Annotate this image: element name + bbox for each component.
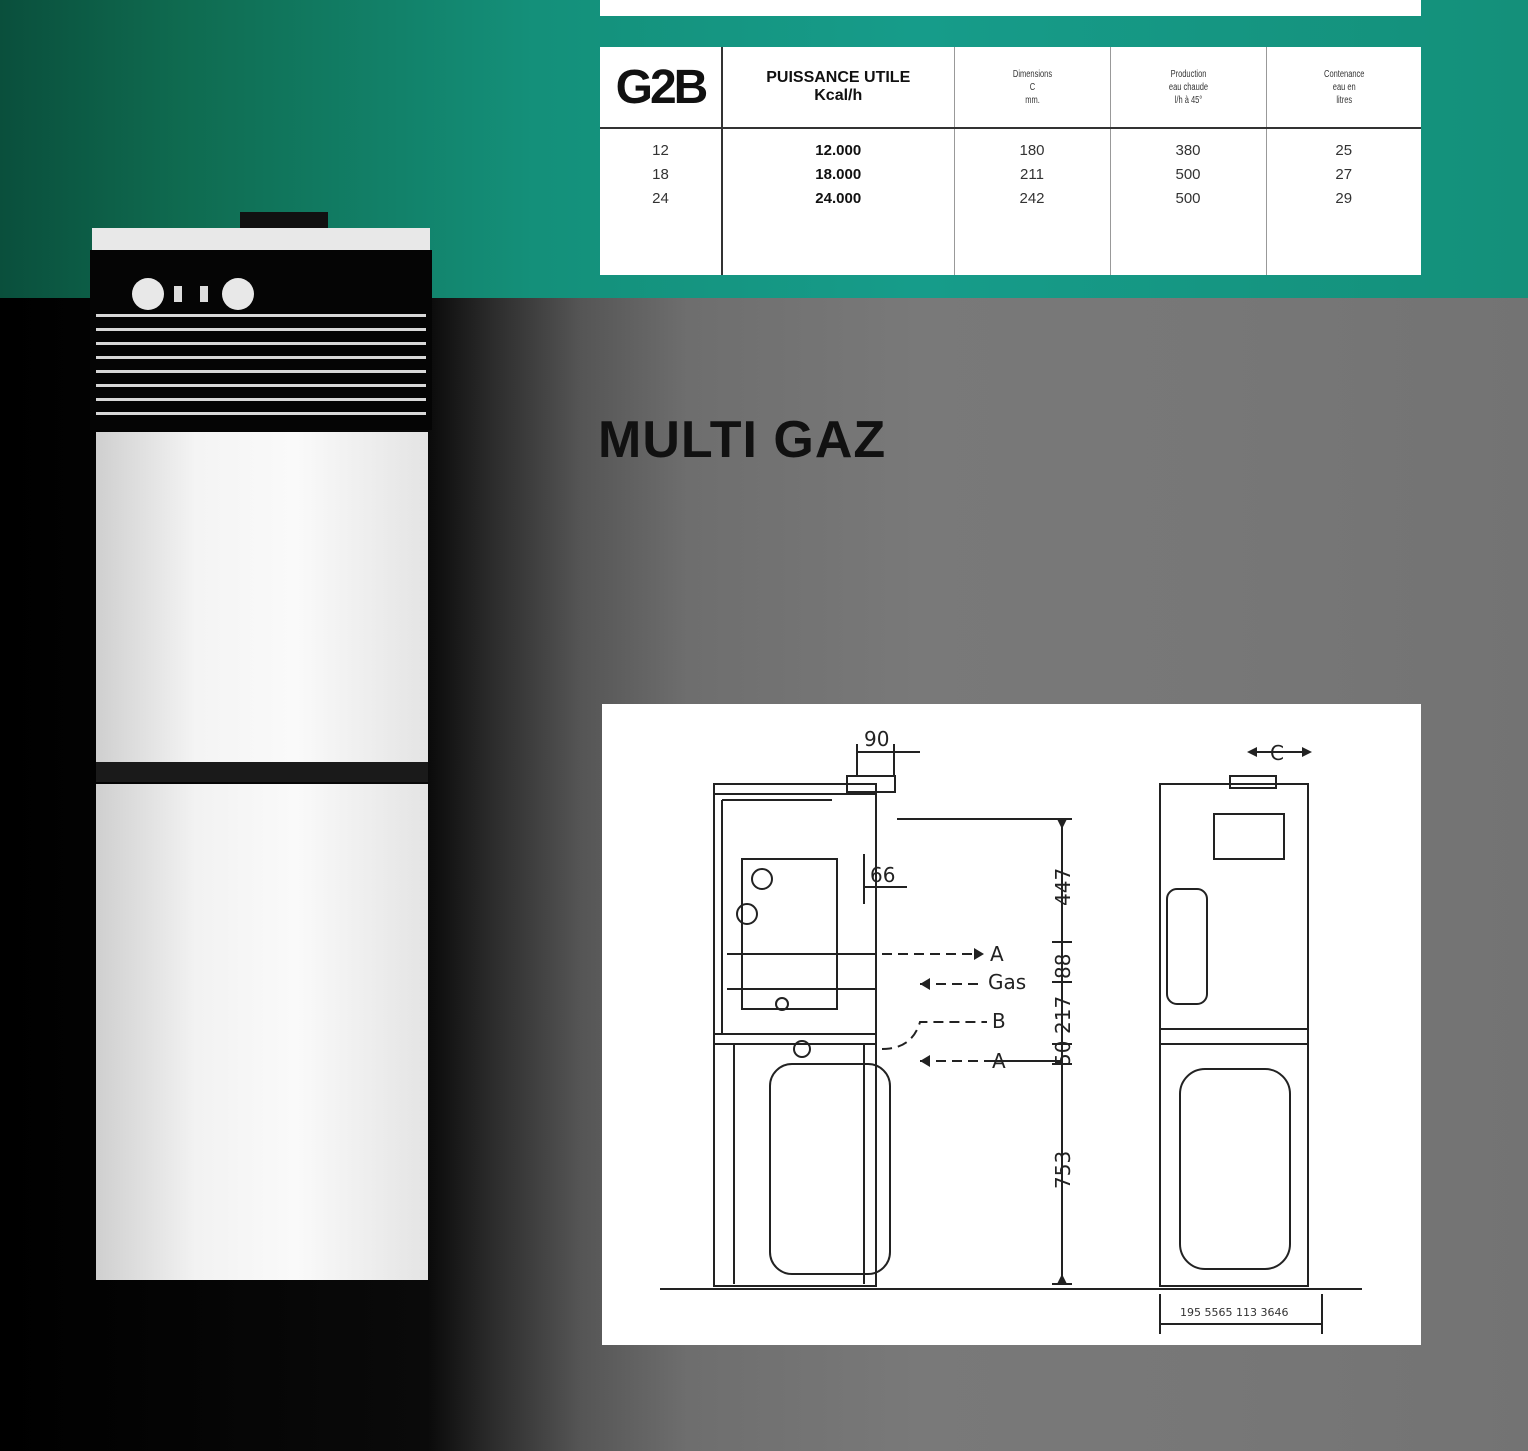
control-knob	[132, 278, 164, 310]
boiler-upper-door	[96, 432, 428, 762]
connection-label-gas: Gas	[988, 970, 1027, 994]
model-name: G2B	[615, 60, 706, 114]
table-cell: 29	[1335, 190, 1353, 207]
table-cell: 12.000	[815, 142, 862, 159]
production-header-line1: Production	[1170, 68, 1206, 80]
louver	[96, 412, 426, 415]
boiler-photo	[90, 210, 432, 1290]
louver	[96, 356, 426, 359]
dimensions-header-line1: Dimensions	[1012, 68, 1052, 80]
top-white-strip	[600, 0, 1421, 16]
dimensions-header-line2: C	[1029, 81, 1035, 93]
control-switch	[200, 286, 208, 302]
page-title: MULTI GAZ	[598, 411, 887, 469]
louver	[96, 314, 426, 317]
table-cell: 380	[1175, 142, 1201, 159]
table-cell: 211	[1020, 166, 1044, 183]
boiler-flue-cap	[240, 212, 328, 228]
table-cell: 242	[1019, 190, 1045, 207]
model-header	[600, 47, 722, 128]
power-header-line1: PUISSANCE UTILE	[766, 69, 911, 86]
table-cell: 24.000	[815, 190, 862, 207]
dimensions-header	[954, 47, 1110, 128]
power-column	[722, 128, 954, 275]
boiler-door-separator	[96, 762, 428, 782]
dim-offset: 66	[870, 863, 896, 887]
table-cell: 27	[1335, 166, 1353, 183]
contenance-column	[1266, 128, 1421, 275]
connection-label-b: B	[992, 1009, 1006, 1033]
spec-table-card	[600, 47, 1421, 275]
dim-top-width: 90	[864, 727, 890, 751]
drawing-svg	[602, 704, 1421, 1345]
control-switch	[174, 286, 182, 302]
dim-bottom: 195 5565 113 3646	[1180, 1306, 1289, 1319]
connection-label-a: A	[990, 942, 1004, 966]
table-cell: 18	[652, 166, 669, 183]
louver	[96, 342, 426, 345]
table-cell: 25	[1335, 142, 1353, 159]
louver	[96, 370, 426, 373]
control-knob	[222, 278, 254, 310]
table-cell: 500	[1175, 190, 1201, 207]
contenance-header	[1266, 47, 1421, 128]
louver	[96, 328, 426, 331]
model-column	[600, 128, 722, 275]
power-header-line2: Kcal/h	[814, 87, 863, 104]
louver	[96, 398, 426, 401]
table-cell: 180	[1019, 142, 1045, 159]
technical-drawing	[602, 704, 1421, 1345]
boiler-top-trim	[92, 228, 430, 250]
dimension-column	[954, 128, 1110, 275]
dim-height-88: 88	[1051, 953, 1075, 979]
spec-table	[600, 47, 1421, 275]
dim-height-447: 447	[1051, 867, 1075, 906]
contenance-header-line1: Contenance	[1323, 68, 1364, 80]
table-cell: 12	[652, 142, 669, 159]
table-cell: 24	[652, 190, 669, 207]
dim-height-217: 217	[1051, 995, 1075, 1034]
dim-height-50: 50	[1051, 1040, 1075, 1066]
dimensions-header-line3: mm.	[1024, 94, 1040, 106]
production-header	[1110, 47, 1266, 128]
table-cell: 500	[1175, 166, 1201, 183]
boiler-lower-door	[96, 784, 428, 1280]
production-header-line3: l/h à 45°	[1174, 94, 1202, 106]
production-column	[1110, 128, 1266, 275]
table-cell: 18.000	[815, 166, 862, 183]
contenance-header-line3: litres	[1335, 94, 1352, 106]
production-header-line2: eau chaude	[1168, 81, 1208, 93]
louver	[96, 384, 426, 387]
connection-label-a2: A	[992, 1049, 1006, 1073]
contenance-header-line2: eau en	[1332, 81, 1356, 93]
boiler-control-panel	[90, 250, 432, 430]
dim-side-c: C	[1270, 741, 1284, 765]
power-header	[722, 47, 954, 128]
dim-height-753: 753	[1051, 1150, 1075, 1189]
